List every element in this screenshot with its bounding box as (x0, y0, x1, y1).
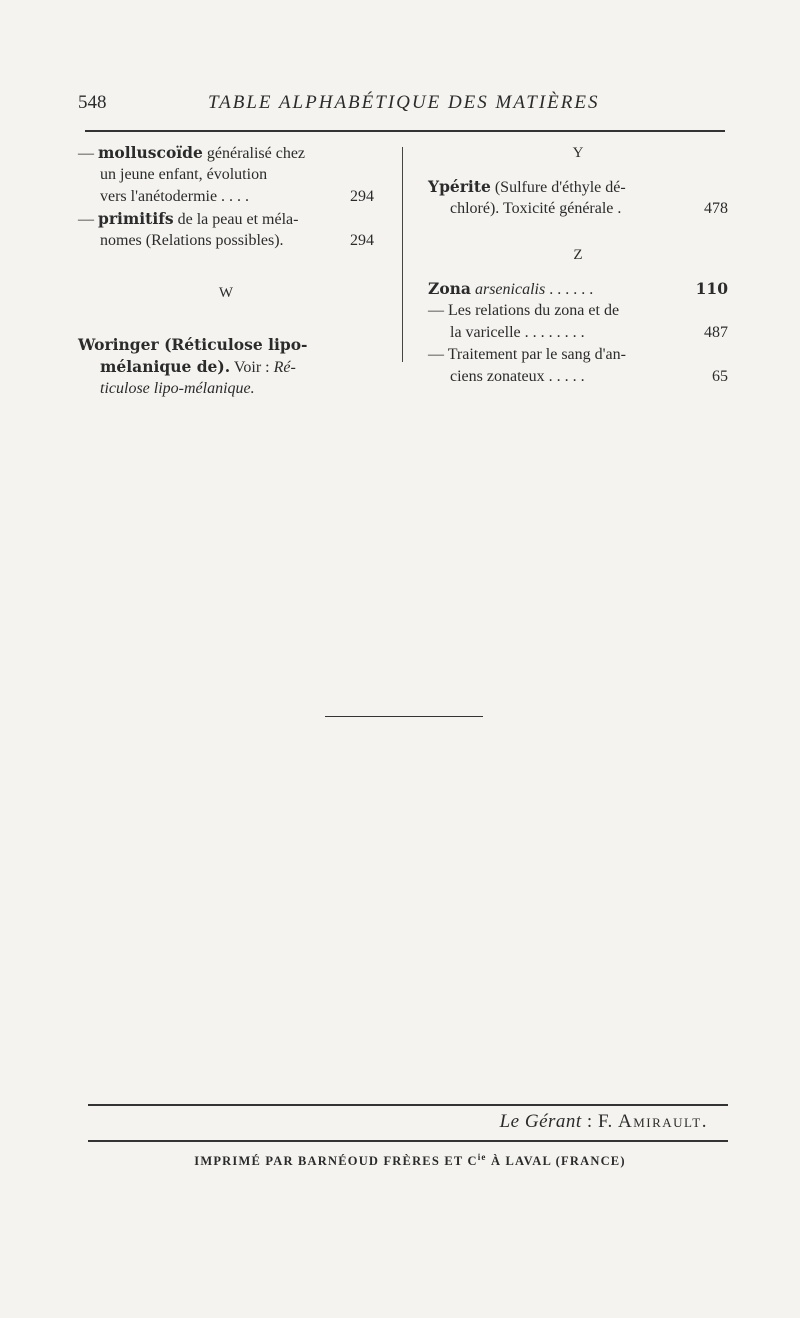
leader-dots: . . . . . . (549, 281, 594, 298)
entry-molluscoide (78, 142, 374, 164)
section-letter-w: W (218, 285, 234, 301)
entry-text: la varicelle . . . . . . . . (450, 324, 585, 341)
imprint-text: IMPRIMÉ PAR BARNÉOUD FRÈRES ET C (194, 1154, 478, 1169)
entry-page: 478 (704, 200, 728, 217)
see-reference-label: Voir : (233, 359, 270, 376)
entry-dash: — (428, 346, 444, 363)
entry-page: 487 (704, 324, 728, 341)
entry-text: Les relations du zona et de (448, 302, 620, 319)
entry-text: chloré). Toxicité générale . (450, 200, 622, 217)
entry-dash: — (428, 302, 444, 319)
page-number: 548 (78, 92, 107, 113)
entry-zona-varicelle (428, 300, 728, 322)
entry-continuation (428, 366, 728, 388)
entry-dash: — (78, 145, 94, 162)
entry-page: 294 (350, 188, 374, 205)
entry-page: 294 (350, 232, 374, 249)
signature-name: Amirault. (618, 1111, 708, 1132)
entry-term: mélanique de). (100, 357, 231, 376)
entry-continuation (78, 230, 374, 252)
footer-rule-bottom (88, 1140, 728, 1142)
entry-dash: — (78, 211, 94, 228)
entry-continuation (428, 322, 728, 344)
cross-reference: Ré- (273, 359, 296, 376)
right-column (428, 142, 728, 388)
entry-zona (428, 278, 728, 300)
entry-text: ciens zonateux . . . . . (450, 368, 585, 385)
entry-continuation (428, 198, 728, 220)
signature-sep: : F. (581, 1111, 618, 1132)
printer-imprint (90, 1152, 730, 1169)
entry-text: de la peau et méla- (177, 211, 299, 228)
entry-yperite (428, 176, 728, 198)
entry-continuation (78, 186, 374, 208)
signature-label: Le Gérant (499, 1111, 582, 1132)
entry-text: généralisé chez (206, 145, 306, 162)
entry-continuation (78, 356, 374, 378)
entry-page: 110 (695, 279, 728, 298)
cross-reference: ticulose lipo-mélanique. (100, 380, 255, 397)
footer-rule-top (88, 1104, 728, 1106)
entry-term: molluscoïde (98, 143, 203, 162)
entry-term: Zona (428, 279, 471, 298)
entry-zona-traitement (428, 344, 728, 366)
entry-woringer: Woringer (Réticulose lipo- (78, 335, 308, 354)
entry-text: vers l'anétodermie . . . . (100, 188, 250, 205)
column-divider (402, 147, 403, 362)
entry-page: 65 (712, 368, 728, 385)
section-letter-z: Z (573, 247, 583, 263)
entry-qualifier: arsenicalis (474, 281, 546, 298)
entry-continuation: un jeune enfant, évolution (100, 166, 268, 183)
imprint-superscript: ie (477, 1152, 487, 1162)
entry-text: nomes (Relations possibles). (100, 232, 284, 249)
section-letter-y: Y (572, 145, 584, 161)
running-title: TABLE ALPHABÉTIQUE DES MATIÈRES (208, 92, 600, 113)
end-rule (325, 716, 483, 717)
left-column (78, 142, 374, 400)
header-rule (85, 130, 725, 132)
entry-text: (Sulfure d'éthyle dé- (494, 179, 626, 196)
entry-term: Ypérite (428, 177, 491, 196)
page-header (78, 92, 728, 122)
entry-primitifs (78, 208, 374, 230)
manager-signature (500, 1111, 708, 1133)
imprint-text-end: À LAVAL (FRANCE) (486, 1154, 626, 1169)
entry-term: primitifs (98, 209, 174, 228)
entry-text: Traitement par le sang d'an- (447, 346, 626, 363)
